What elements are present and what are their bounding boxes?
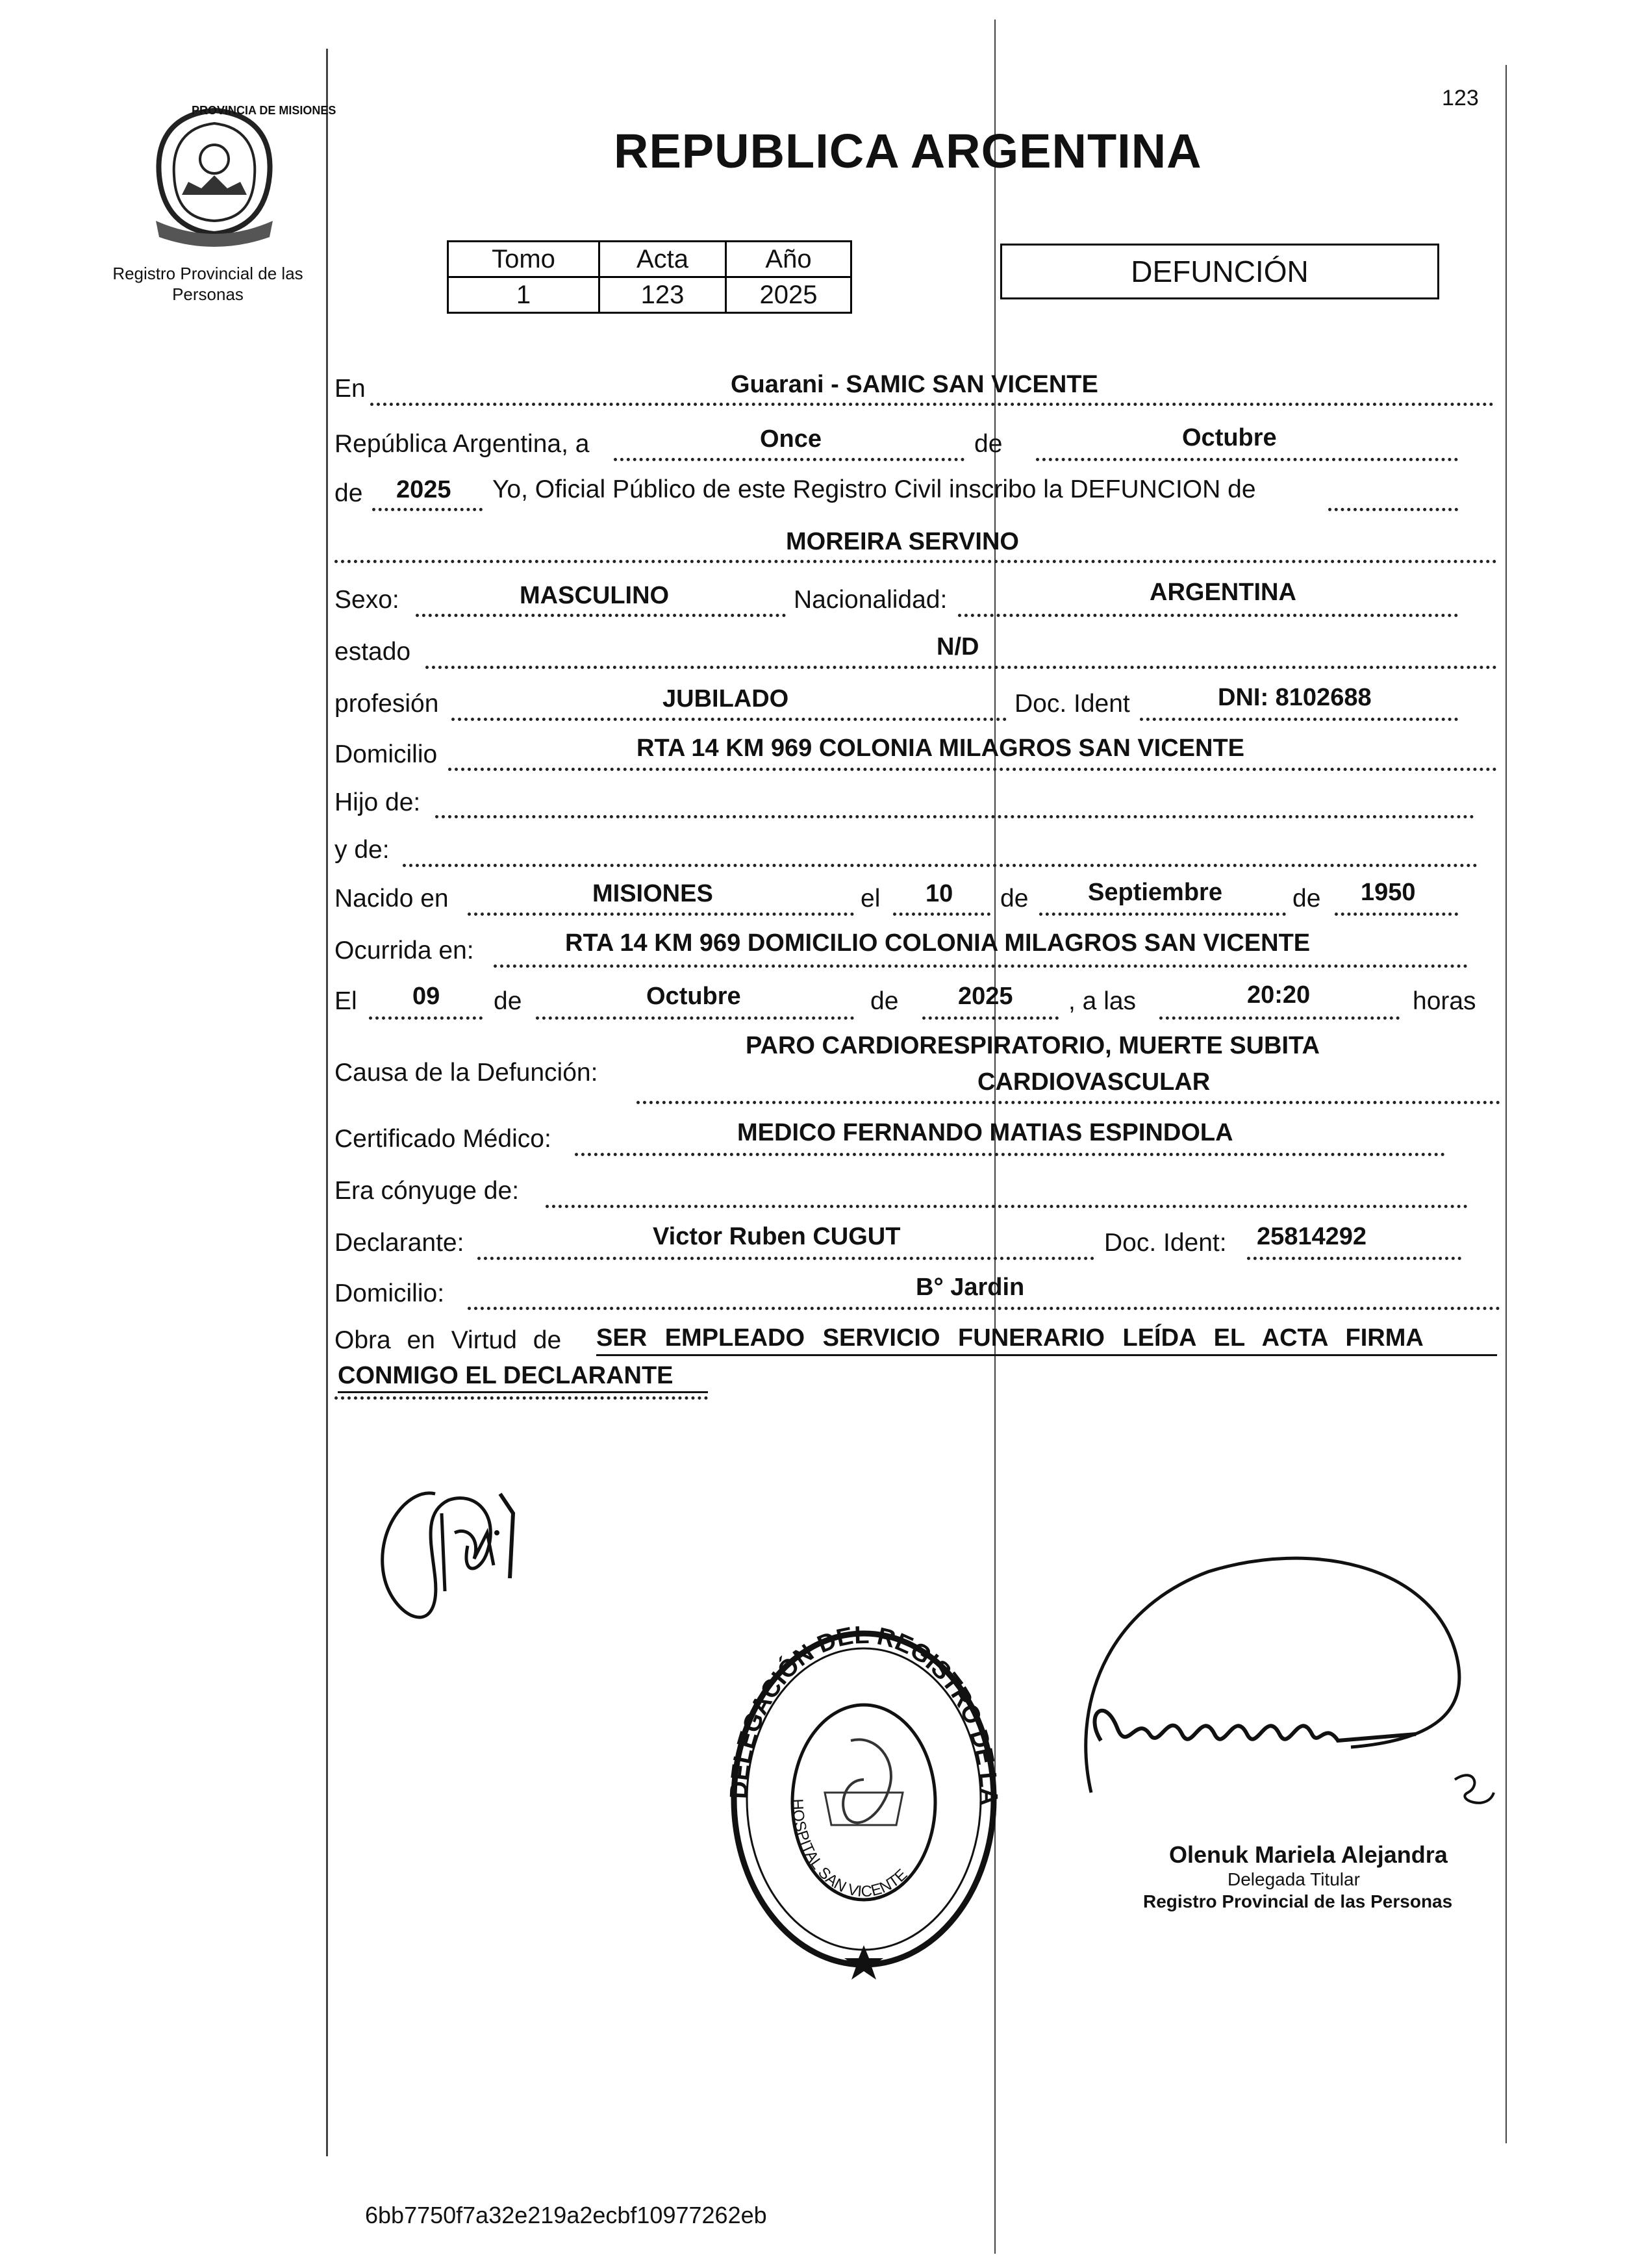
underline <box>596 1354 1497 1356</box>
dotted-line <box>435 815 1474 818</box>
dotted-line <box>468 1307 1500 1310</box>
value-declarant-address: B° Jardin <box>916 1274 1025 1301</box>
dotted-line <box>536 1016 854 1020</box>
value-medical-certificate: MEDICO FERNANDO MATIAS ESPINDOLA <box>737 1119 1233 1146</box>
label-el: el <box>861 885 881 913</box>
value-birth-year: 1950 <box>1361 879 1416 906</box>
dotted-line <box>1247 1257 1461 1260</box>
dotted-line <box>448 768 1497 771</box>
label-de-death-month: de <box>494 987 522 1015</box>
label-doc-ident: Doc. Ident <box>1014 690 1130 718</box>
value-month-text: Octubre <box>1182 424 1277 451</box>
label-de-birth-year: de <box>1292 885 1321 913</box>
value-document: DNI: 8102688 <box>1218 684 1372 711</box>
label-de-death-year: de <box>870 987 899 1015</box>
value-obra-line2: CONMIGO EL DECLARANTE <box>338 1362 674 1389</box>
value-place: Guarani - SAMIC SAN VICENTE <box>731 371 1098 398</box>
value-death-year: 2025 <box>958 983 1013 1010</box>
value-year: 2025 <box>396 476 451 503</box>
underline <box>338 1391 708 1393</box>
seal-lettering-top: PROVINCIA DE MISIONES <box>192 104 336 117</box>
dotted-line <box>403 864 1478 867</box>
dotted-line <box>958 614 1458 617</box>
value-death-time: 20:20 <box>1247 981 1311 1009</box>
value-birth-place: MISIONES <box>592 880 713 907</box>
value-occurred-in: RTA 14 KM 969 DOMICILIO COLONIA MILAGROS SAN VICENTE <box>565 929 1311 957</box>
official-title: Delegada Titular <box>1228 1869 1360 1889</box>
value-address: RTA 14 KM 969 COLONIA MILAGROS SAN VICENTE <box>636 735 1245 762</box>
registry-stamp <box>711 1602 1007 1974</box>
dotted-line <box>636 1101 1500 1104</box>
table-value-ano: 2025 <box>726 277 851 313</box>
dotted-line <box>1140 718 1458 721</box>
page-number: 123 <box>1442 86 1479 110</box>
dotted-line <box>893 913 990 916</box>
label-declarante: Declarante: <box>334 1229 464 1257</box>
value-declarant-doc: 25814292 <box>1257 1223 1367 1250</box>
svg-text:HOSPITAL SAN VICENTE <box>788 1798 911 1900</box>
table-value-tomo: 1 <box>448 277 599 313</box>
dotted-line <box>494 964 1468 968</box>
value-declarant: Victor Ruben CUGUT <box>653 1223 901 1250</box>
table-header-acta: Acta <box>599 242 726 277</box>
document-hash: 6bb7750f7a32e219a2ecbf10977262eb <box>365 2202 767 2228</box>
reference-table <box>447 240 852 314</box>
dotted-line <box>1039 913 1286 916</box>
label-nacido-en: Nacido en <box>334 885 449 913</box>
value-death-month: Octubre <box>646 983 741 1010</box>
dotted-line <box>451 718 1007 721</box>
value-nationality: ARGENTINA <box>1150 579 1296 606</box>
label-horas: horas <box>1413 987 1476 1015</box>
dotted-line <box>477 1257 1094 1260</box>
dotted-line <box>370 403 1494 406</box>
table-header-tomo: Tomo <box>448 242 599 277</box>
label-a-las: , a las <box>1068 987 1137 1015</box>
right-margin-line <box>1505 65 1507 2143</box>
label-doc-ident-declarant: Doc. Ident: <box>1104 1229 1227 1257</box>
label-oficial-text: Yo, Oficial Público de este Registro Civil inscribo la DEFUNCION de <box>492 475 1256 503</box>
label-en: En <box>334 375 366 403</box>
value-day-text: Once <box>760 425 822 453</box>
dotted-line <box>1036 458 1458 461</box>
value-profession: JUBILADO <box>662 685 789 712</box>
official-office: Registro Provincial de las Personas <box>1143 1891 1453 1911</box>
reference-table-header <box>448 242 851 277</box>
label-certificado: Certificado Médico: <box>334 1125 551 1153</box>
dotted-line <box>546 1205 1468 1208</box>
label-sexo: Sexo: <box>334 586 399 614</box>
dotted-line <box>575 1153 1445 1156</box>
label-estado: estado <box>334 638 411 666</box>
value-death-day: 09 <box>412 983 440 1010</box>
dotted-line <box>334 1396 708 1400</box>
left-margin-line <box>326 49 328 2156</box>
dotted-line <box>372 508 483 511</box>
label-domicilio: Domicilio <box>334 740 438 768</box>
table-value-acta: 123 <box>599 277 726 313</box>
act-type-box: DEFUNCIÓN <box>1000 244 1439 299</box>
dotted-line <box>1159 1016 1400 1020</box>
dotted-line <box>1335 913 1458 916</box>
label-domicilio-declarant: Domicilio: <box>334 1279 445 1307</box>
label-de-year: de <box>334 479 363 507</box>
label-republica: República Argentina, a <box>334 430 590 458</box>
label-causa: Causa de la Defunción: <box>334 1059 598 1087</box>
dotted-line <box>416 614 786 617</box>
provincial-seal-logo <box>136 97 292 253</box>
label-hijo-de: Hijo de: <box>334 788 421 816</box>
official-signature <box>1065 1546 1494 1819</box>
value-birth-month: Septiembre <box>1088 879 1222 906</box>
value-obra-line1: SER EMPLEADO SERVICIO FUNERARIO LEÍDA EL ACTA FIRMA <box>596 1324 1424 1352</box>
registry-name: Registro Provincial de las Personas <box>112 264 303 304</box>
label-conyuge: Era cónyuge de: <box>334 1177 520 1205</box>
label-obra: Obra en Virtud de <box>334 1326 562 1354</box>
dotted-line <box>425 666 1497 669</box>
label-de-month: de <box>1000 885 1029 913</box>
label-el-cap: El <box>334 987 357 1015</box>
label-y-de: y de: <box>334 836 390 864</box>
table-header-ano: Año <box>726 242 851 277</box>
dotted-line <box>369 1016 483 1020</box>
value-cause-line1: PARO CARDIORESPIRATORIO, MUERTE SUBITA <box>746 1032 1320 1059</box>
dotted-line <box>614 458 964 461</box>
official-name: Olenuk Mariela Alejandra <box>1169 1841 1448 1868</box>
label-profesion: profesión <box>334 690 439 718</box>
value-birth-day: 10 <box>926 880 953 907</box>
reference-table-values <box>448 277 851 313</box>
label-de: de <box>974 430 1003 458</box>
label-nacionalidad: Nacionalidad: <box>794 586 948 614</box>
dotted-line <box>334 560 1497 563</box>
stamp-outer-text: DELEGACIÓN DEL REGISTRO DE LAS PERSONAS <box>711 1602 1003 1806</box>
value-cause-line2: CARDIOVASCULAR <box>977 1068 1211 1096</box>
country-title: REPUBLICA ARGENTINA <box>614 124 1202 178</box>
value-deceased-name: MOREIRA SERVINO <box>786 528 1019 555</box>
dotted-line <box>922 1016 1059 1020</box>
dotted-line <box>468 913 854 916</box>
dotted-line <box>1328 508 1458 511</box>
label-ocurrida-en: Ocurrida en: <box>334 937 474 964</box>
declarant-signature <box>370 1474 533 1656</box>
value-civil-status: N/D <box>937 633 979 661</box>
value-sex: MASCULINO <box>520 582 670 609</box>
stamp-inner-text: HOSPITAL SAN VICENTE <box>788 1798 911 1901</box>
